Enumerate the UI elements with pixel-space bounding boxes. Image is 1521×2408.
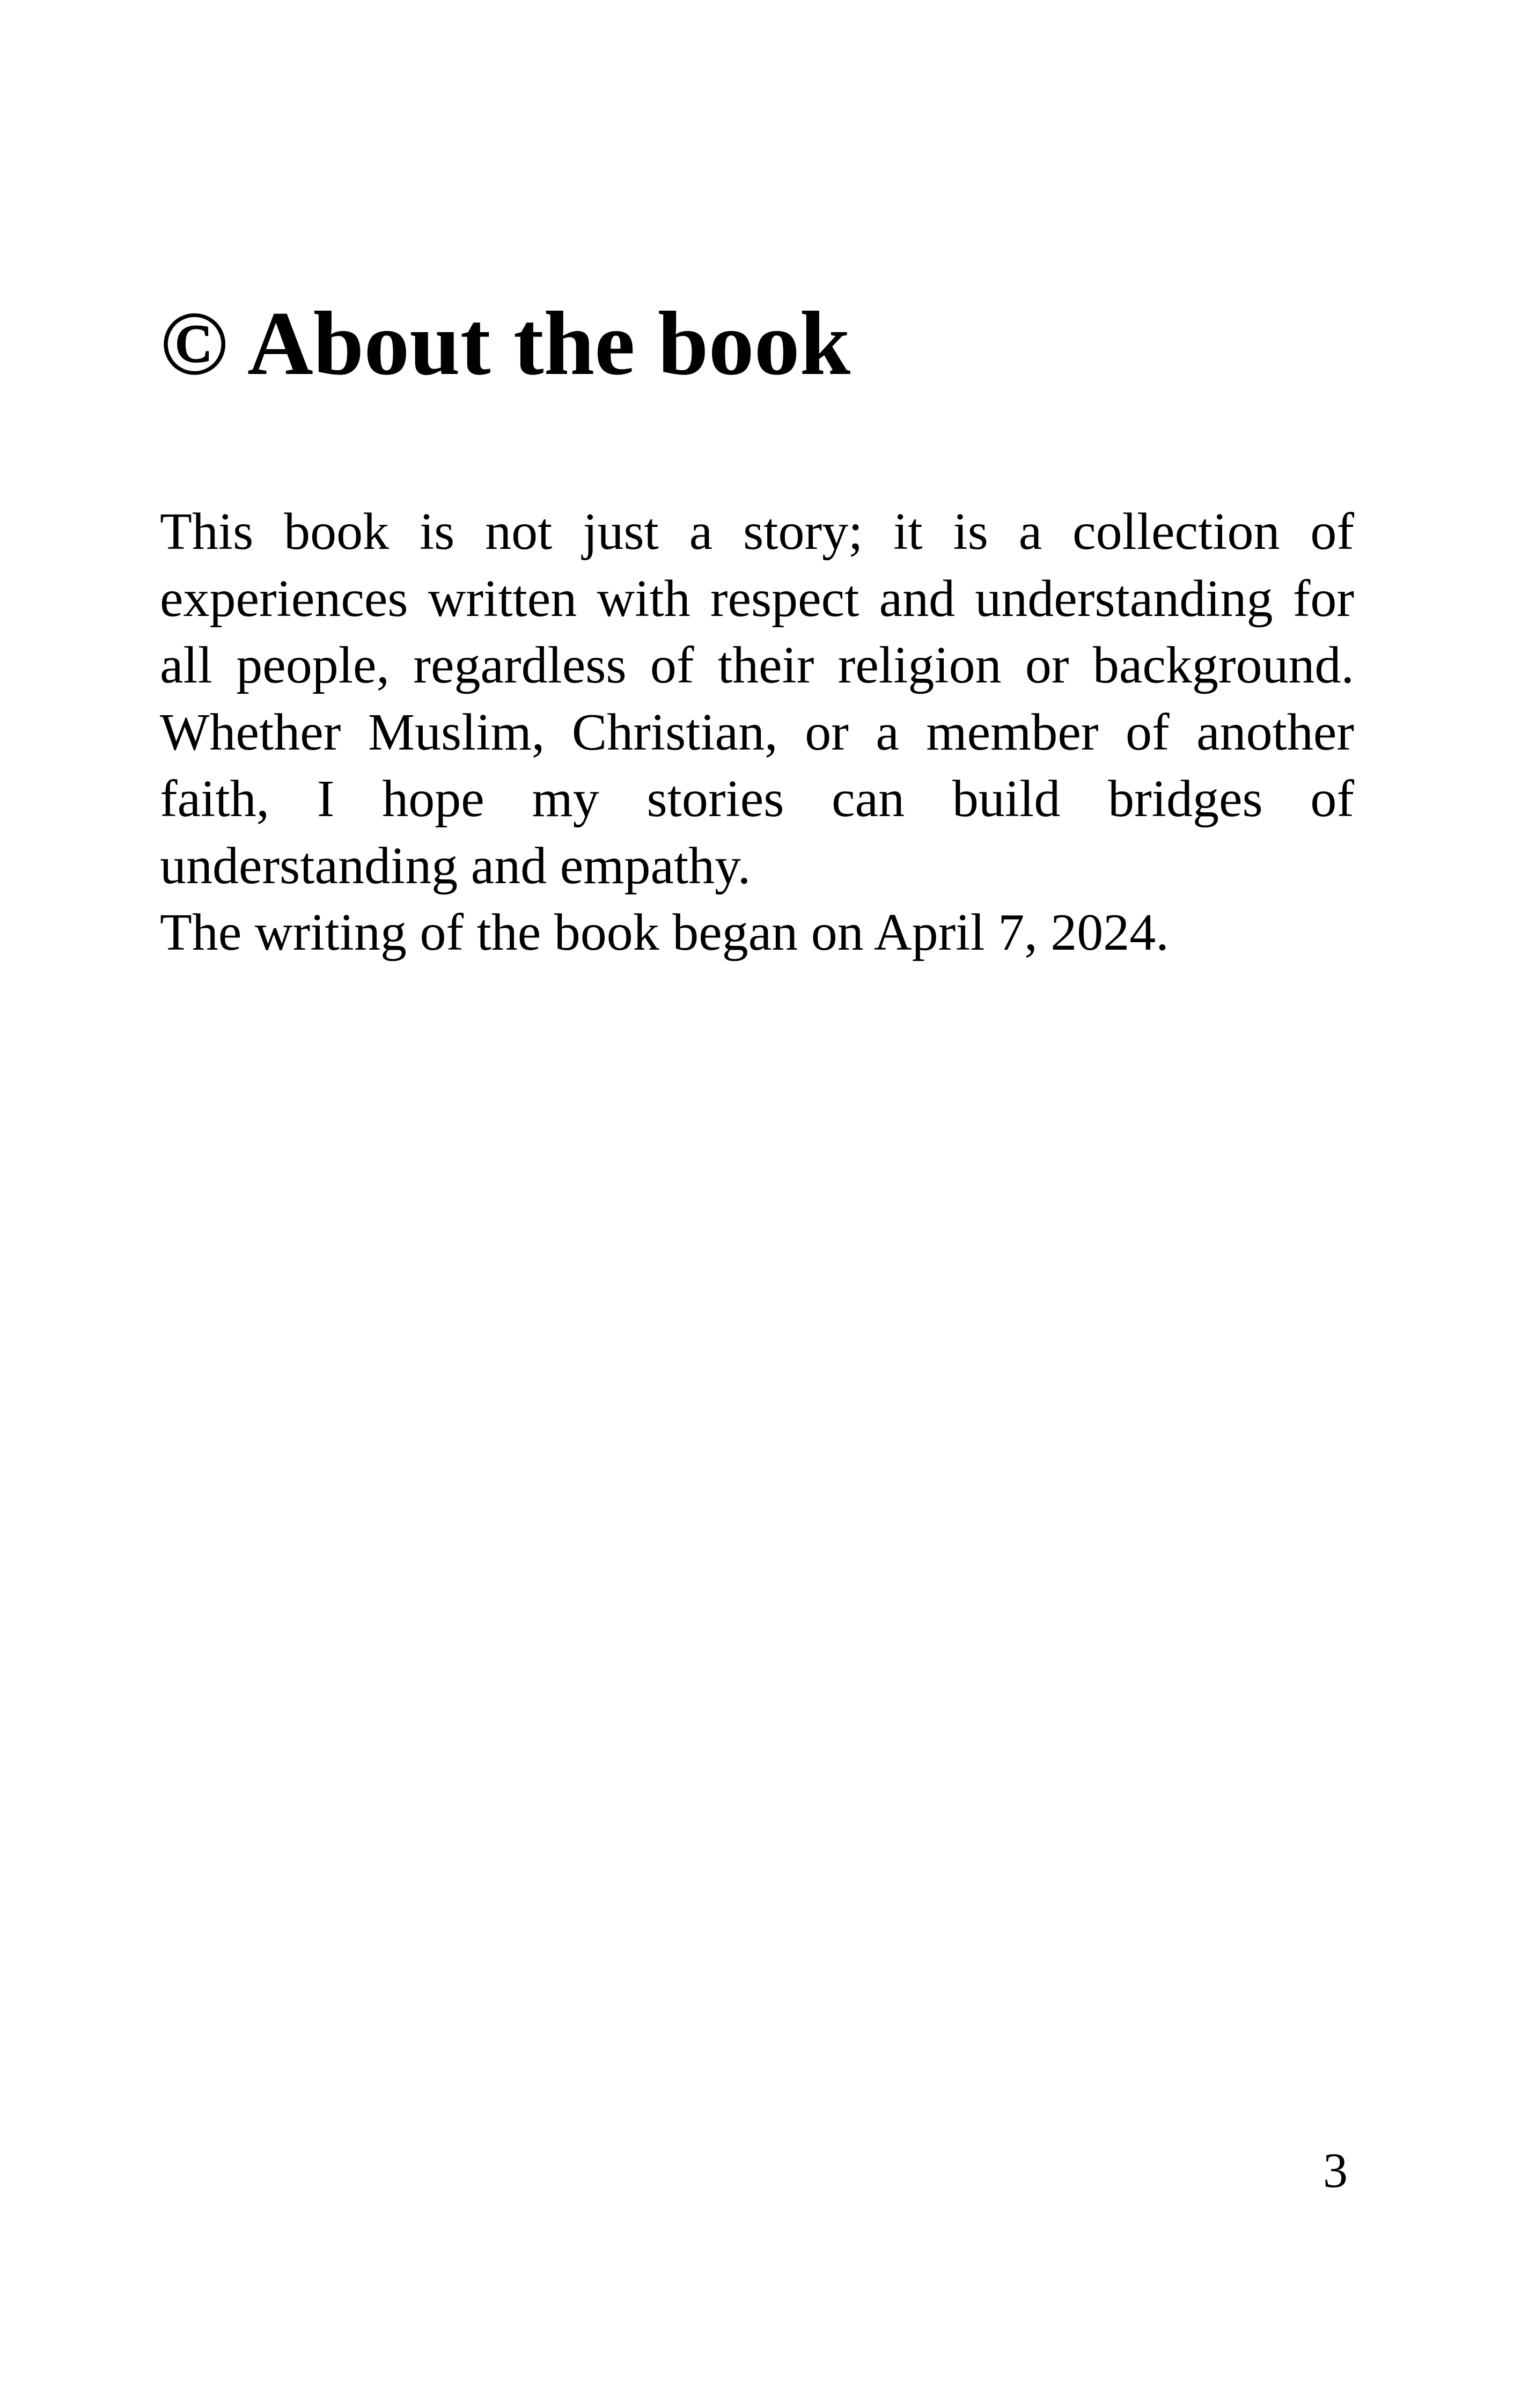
about-paragraph: This book is not just a story; it is a collection of experiences written with respect and understanding for all people, regardless of their religion or background. Whether Muslim, Christian, or a member of another faith, I hope my stories can build bridges of understanding and empathy. — [160, 503, 1354, 895]
page-title-text: About the book — [247, 293, 851, 394]
page-number: 3 — [1323, 2143, 1348, 2198]
copyright-symbol: © — [160, 293, 229, 394]
writing-start-note: The writing of the book began on April 7, 2024. — [160, 904, 1169, 961]
page-title — [160, 290, 850, 397]
body-text — [160, 498, 1354, 966]
